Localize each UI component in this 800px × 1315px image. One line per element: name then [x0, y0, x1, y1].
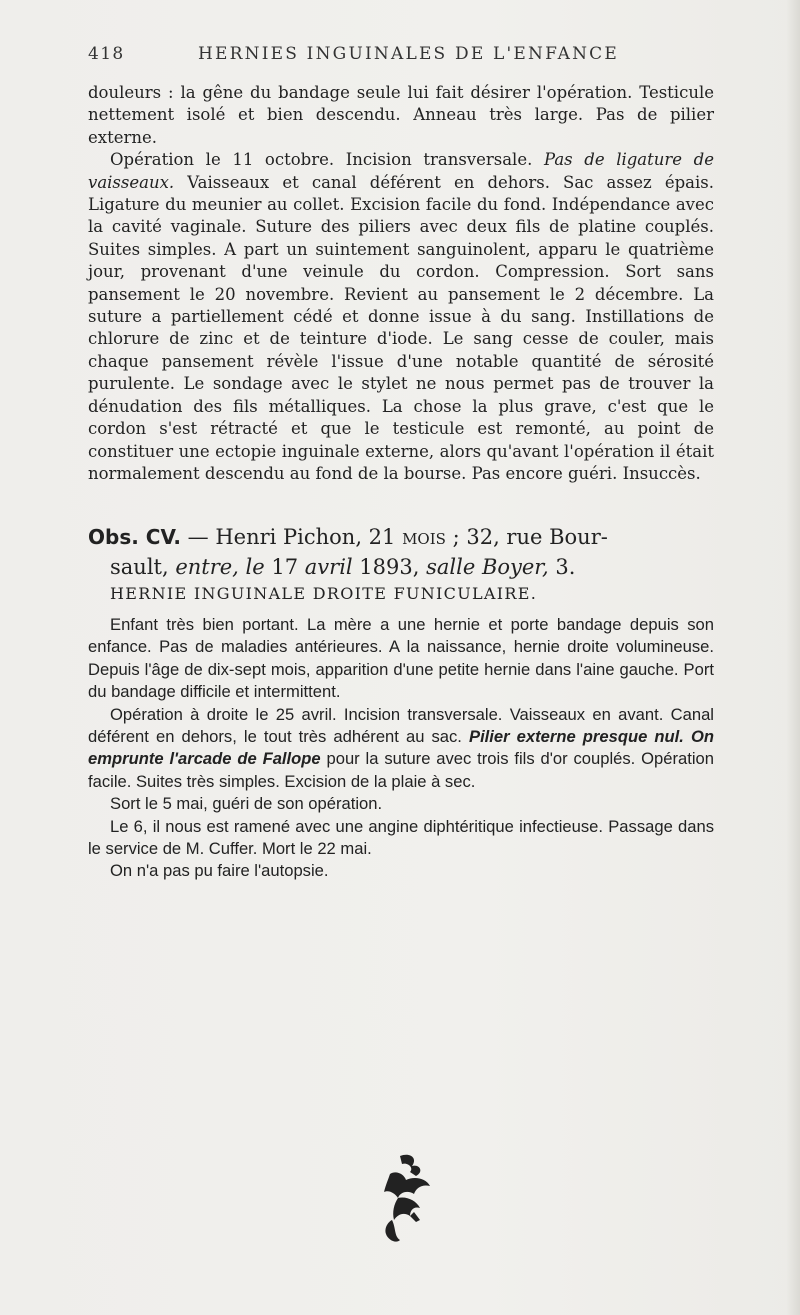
- paragraph-operation: [88, 704, 714, 794]
- admission-text: sault,: [110, 555, 176, 579]
- admission-italic: avril: [304, 555, 353, 579]
- page-edge-shadow: [786, 0, 800, 1315]
- observation-dash: —: [180, 525, 216, 549]
- page-number: 418: [88, 44, 125, 64]
- admission-text: 3.: [548, 555, 576, 579]
- admission-text: 17: [264, 555, 305, 579]
- patient-address: ; 32, rue Bour-: [445, 525, 608, 549]
- paragraph-text: Opération le 11 octobre. Incision transversale.: [110, 150, 544, 170]
- paragraph-case-report: [88, 614, 714, 883]
- observation-title: [88, 522, 714, 582]
- paragraph-autopsy: On n'a pas pu faire l'autopsie.: [110, 861, 329, 881]
- paragraph-outcome: Le 6, il nous est ramené avec une angine diphtéritique infectieuse. Passage dans le service de M. Cuffer. Mort le 22 mai.: [88, 816, 714, 859]
- paragraph-emphasis: Pas de ligature de vaisseaux.: [88, 150, 715, 192]
- paragraph-case-continuation: [88, 82, 714, 485]
- paragraph-emphasis: Pilier externe presque nul. On emprunte l'arcade de Fallope: [88, 727, 714, 769]
- paragraph-operation: [88, 149, 714, 485]
- paragraph-text: douleurs : la gêne du bandage seule lui fait désirer l'opération. Testicule nettement isolé et bien descendu. Anneau très large. Pas de pilier externe.: [88, 83, 714, 147]
- paragraph-text: pour la suture avec trois fils d'or couplés. Opération facile. Suites très simples. Excision de la plaie à sec.: [88, 749, 715, 791]
- running-title: HERNIES INGUINALES DE L'ENFANCE: [198, 44, 619, 64]
- age-unit: mois: [402, 525, 446, 549]
- observation-label: Obs. CV.: [88, 525, 181, 549]
- paragraph-discharge: Sort le 5 mai, guéri de son opération.: [110, 794, 383, 814]
- admission-text: 1893,: [352, 555, 427, 579]
- observation-admission: [88, 552, 714, 582]
- paragraph-text: Vaisseaux et canal déférent en dehors. Sac assez épais. Ligature du meunier au collet. Excision facile du fond. Indépendance avec la cavité vaginale. Suture des piliers avec deux fils de platine couplés. Suites simples. A part un suintement sanguinolent, apparu le quatrième jour, provenant d'une veinule du cordon. Compression. Sort sans pansement le 20 novembre. Revient au pansement le 2 décembre. La suture a partiellement cédé et donne issue à du sang. Instillations de chlorure de zinc et de teinture d'iode. Le sang cesse de couler, mais chaque pansement révèle l'issue d'une notable quantité de sérosité purulente. Le sondage avec le stylet ne nous permet pas de trouver la dénudation des fils métalliques. La chose la plus grave, c'est que le cordon s'est rétracté et que le testicule est remonté, au point de constituer une ectopie inguinale externe, alors qu'avant l'opération il était normalement descendu au fond de la bourse. Pas encore guéri. Insuccès.: [88, 172, 714, 483]
- page-header: [88, 44, 714, 70]
- library-stamp-ornament: [370, 1150, 440, 1246]
- diagnosis-heading: HERNIE INGUINALE DROITE FUNICULAIRE.: [110, 584, 538, 603]
- admission-italic: salle Boyer,: [426, 555, 549, 579]
- patient-name: Henri Pichon, 21: [215, 525, 403, 549]
- paragraph-text: Opération à droite le 25 avril. Incision transversale. Vaisseaux en avant. Canal déférent en dehors, le tout très adhérent au sac.: [88, 704, 714, 747]
- paragraph-history: Enfant très bien portant. La mère a une hernie et porte bandage depuis son enfance. Pas de maladies antérieures. A la naissance, hernie droite volumineuse. Depuis l'âge de dix-sept mois, apparition d'une petite hernie dans l'aine gauche. Port du bandage difficile et intermittent.: [88, 615, 714, 702]
- admission-italic: entre, le: [175, 555, 265, 579]
